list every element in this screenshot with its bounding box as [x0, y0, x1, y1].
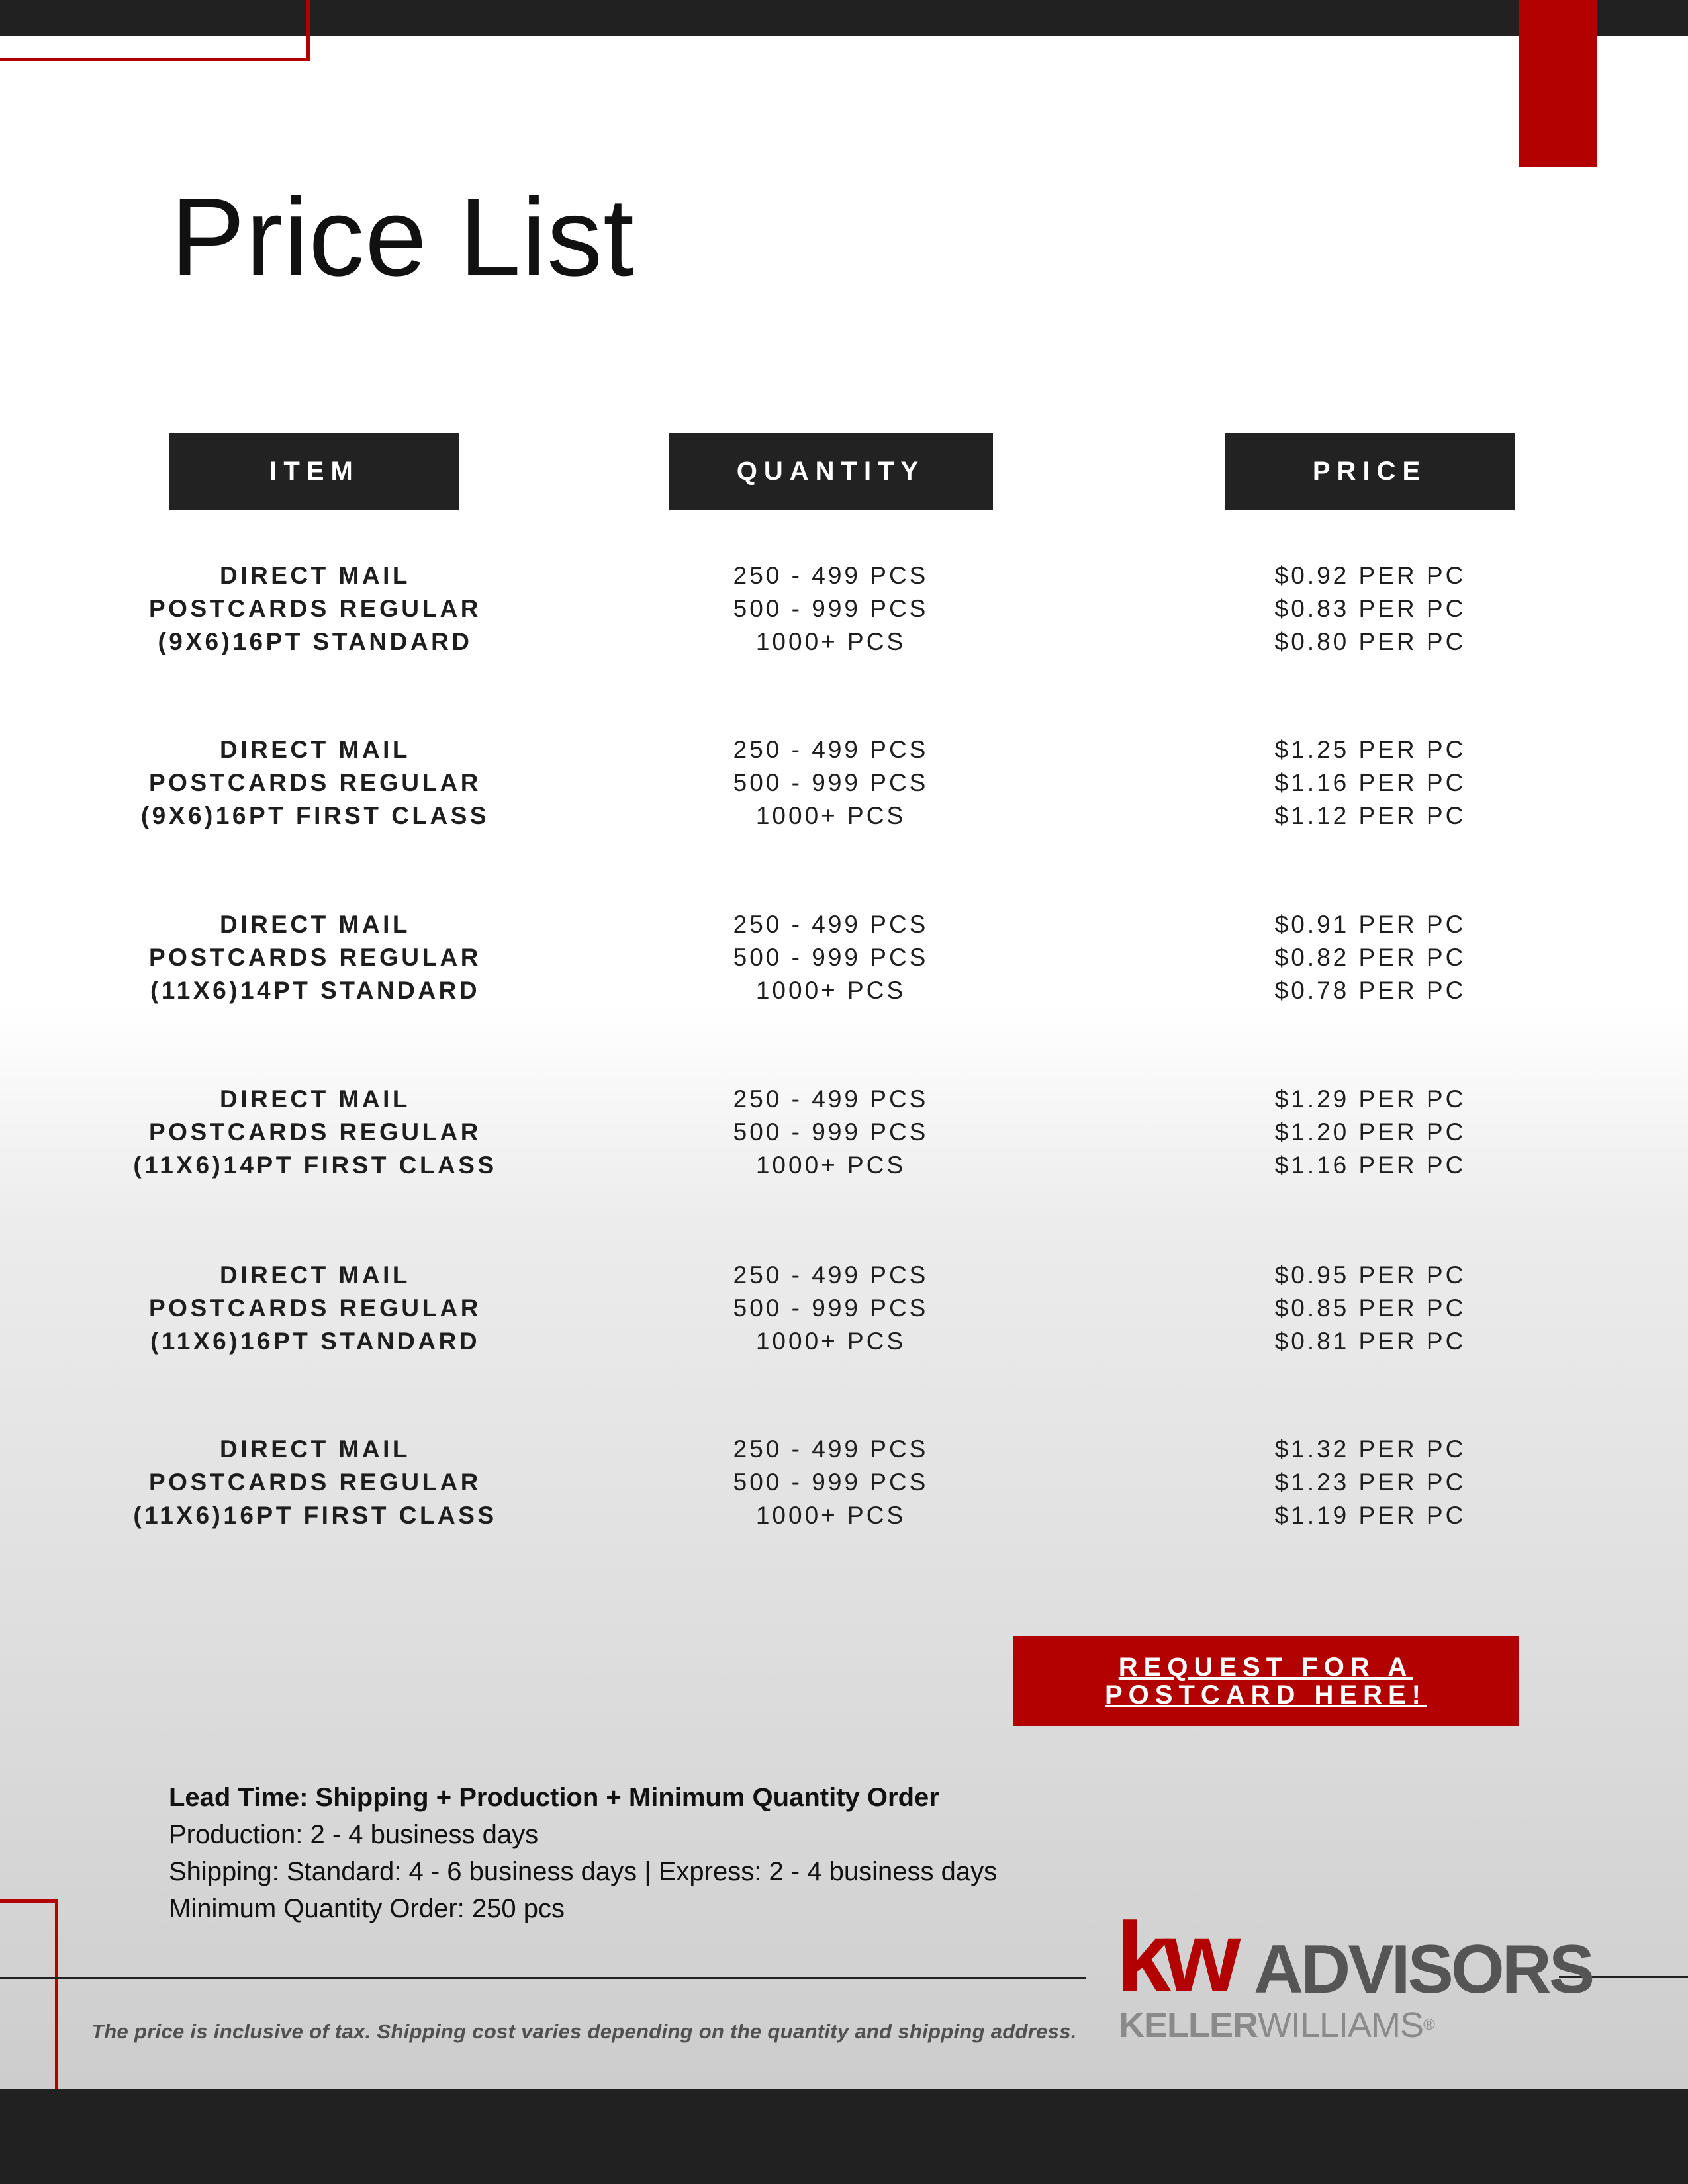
- unit-price-cell: [1172, 1083, 1569, 1182]
- lead-time-heading: Lead Time: Shipping + Production + Minimum Quantity Order: [169, 1783, 939, 1812]
- logo-keller-williams: [1119, 2007, 1434, 2044]
- unit-price: $1.23 PER PC: [1274, 1469, 1466, 1496]
- quantity-range-cell: [632, 559, 1029, 659]
- logo-williams: WILLIAMS: [1258, 2005, 1424, 2045]
- quantity-range: 1000+ PCS: [755, 802, 906, 829]
- item-name: DIRECT MAIL: [220, 1085, 410, 1113]
- item-name: (9X6)16PT STANDARD: [158, 628, 473, 655]
- quantity-range: 1000+ PCS: [755, 977, 906, 1004]
- quantity-range: 250 - 499 PCS: [733, 1435, 929, 1463]
- logo-advisors: ADVISORS: [1254, 1931, 1593, 2008]
- kw-advisors-logo: [1116, 1901, 1593, 2046]
- header-quantity: QUANTITY: [669, 433, 993, 510]
- item-name: POSTCARDS REGULAR: [148, 1295, 482, 1322]
- quantity-range: 1000+ PCS: [755, 1328, 906, 1355]
- item-name: DIRECT MAIL: [220, 911, 410, 938]
- item-name: POSTCARDS REGULAR: [148, 1469, 482, 1496]
- item-name: (11X6)16PT FIRST CLASS: [133, 1502, 497, 1529]
- item-name-cell: [117, 1433, 514, 1532]
- quantity-range: 1000+ PCS: [755, 628, 906, 655]
- quantity-range-cell: [632, 1433, 1029, 1532]
- item-name: POSTCARDS REGULAR: [148, 944, 482, 971]
- unit-price: $0.91 PER PC: [1274, 911, 1466, 938]
- quantity-range: 250 - 499 PCS: [733, 1261, 929, 1289]
- unit-price-cell: [1172, 1259, 1569, 1358]
- item-name: DIRECT MAIL: [220, 736, 410, 763]
- unit-price: $1.19 PER PC: [1274, 1502, 1466, 1529]
- item-name-cell: [117, 1083, 514, 1182]
- quantity-range: 500 - 999 PCS: [733, 769, 929, 796]
- page-title: Price List: [171, 175, 635, 299]
- bottom-bar: [0, 2089, 1688, 2184]
- production-time: Production: 2 - 4 business days: [169, 1820, 539, 1849]
- item-name: (11X6)14PT STANDARD: [150, 977, 481, 1004]
- unit-price: $0.83 PER PC: [1274, 595, 1466, 622]
- quantity-range-cell: [632, 1259, 1029, 1358]
- unit-price-cell: [1172, 1433, 1569, 1532]
- unit-price: $1.12 PER PC: [1274, 802, 1466, 829]
- unit-price: $0.92 PER PC: [1274, 562, 1466, 589]
- unit-price: $1.25 PER PC: [1274, 736, 1466, 763]
- disclaimer-text: The price is inclusive of tax. Shipping cost varies depending on the quantity and shipping address.: [91, 2020, 1077, 2043]
- logo-registered: ®: [1423, 2016, 1434, 2034]
- table-row: [0, 559, 1688, 692]
- cta-line-1: REQUEST FOR A: [1118, 1653, 1413, 1682]
- item-name: POSTCARDS REGULAR: [148, 769, 482, 796]
- item-name: (11X6)16PT STANDARD: [150, 1328, 481, 1355]
- unit-price: $0.78 PER PC: [1274, 977, 1466, 1004]
- unit-price-cell: [1172, 908, 1569, 1007]
- quantity-range: 250 - 499 PCS: [733, 562, 929, 589]
- header-item: ITEM: [169, 433, 459, 510]
- header-price: PRICE: [1225, 433, 1515, 510]
- quantity-range: 250 - 499 PCS: [733, 911, 929, 938]
- divider-line-left: [0, 1977, 1086, 1979]
- unit-price: $0.81 PER PC: [1274, 1328, 1466, 1355]
- cta-line-2: POSTCARD HERE!: [1104, 1680, 1427, 1709]
- quantity-range: 250 - 499 PCS: [733, 736, 929, 763]
- item-name: DIRECT MAIL: [220, 1261, 410, 1289]
- quantity-range: 500 - 999 PCS: [733, 1118, 929, 1146]
- item-name: POSTCARDS REGULAR: [148, 1118, 482, 1146]
- request-postcard-button[interactable]: [1013, 1636, 1519, 1726]
- unit-price: $1.20 PER PC: [1274, 1118, 1466, 1146]
- unit-price: $0.85 PER PC: [1274, 1295, 1466, 1322]
- quantity-range-cell: [632, 1083, 1029, 1182]
- item-name-cell: [117, 733, 514, 833]
- quantity-range: 500 - 999 PCS: [733, 595, 929, 622]
- logo-kw-mark: kw: [1116, 1901, 1233, 2013]
- quantity-range: 500 - 999 PCS: [733, 944, 929, 971]
- quantity-range: 500 - 999 PCS: [733, 1469, 929, 1496]
- table-row: [0, 733, 1688, 866]
- item-name-cell: [117, 559, 514, 659]
- unit-price: $1.16 PER PC: [1274, 1152, 1466, 1179]
- quantity-range: 250 - 499 PCS: [733, 1085, 929, 1113]
- item-name: (11X6)14PT FIRST CLASS: [133, 1152, 497, 1179]
- item-name: DIRECT MAIL: [220, 1435, 410, 1463]
- lead-time-info: [169, 1779, 997, 1927]
- shipping-time: Shipping: Standard: 4 - 6 business days | Express: 2 - 4 business days: [169, 1857, 998, 1886]
- unit-price-cell: [1172, 559, 1569, 659]
- item-name-cell: [117, 1259, 514, 1358]
- item-name: (9X6)16PT FIRST CLASS: [140, 802, 490, 829]
- item-name: DIRECT MAIL: [220, 562, 410, 589]
- unit-price: $1.16 PER PC: [1274, 769, 1466, 796]
- quantity-range: 1000+ PCS: [755, 1152, 906, 1179]
- table-row: [0, 1259, 1688, 1391]
- minimum-order: Minimum Quantity Order: 250 pcs: [169, 1894, 565, 1923]
- red-accent-tab: [1519, 0, 1597, 167]
- unit-price: $1.29 PER PC: [1274, 1085, 1466, 1113]
- table-row: [0, 1433, 1688, 1565]
- unit-price-cell: [1172, 733, 1569, 833]
- quantity-range: 500 - 999 PCS: [733, 1295, 929, 1322]
- quantity-range-cell: [632, 733, 1029, 833]
- table-row: [0, 1083, 1688, 1215]
- unit-price: $1.32 PER PC: [1274, 1435, 1466, 1463]
- item-name: POSTCARDS REGULAR: [148, 595, 482, 622]
- corner-accent-top-left: [0, 0, 310, 61]
- item-name-cell: [117, 908, 514, 1007]
- table-row: [0, 908, 1688, 1040]
- quantity-range: 1000+ PCS: [755, 1502, 906, 1529]
- unit-price: $0.80 PER PC: [1274, 628, 1466, 655]
- quantity-range-cell: [632, 908, 1029, 1007]
- logo-keller: KELLER: [1119, 2005, 1258, 2045]
- unit-price: $0.82 PER PC: [1274, 944, 1466, 971]
- unit-price: $0.95 PER PC: [1274, 1261, 1466, 1289]
